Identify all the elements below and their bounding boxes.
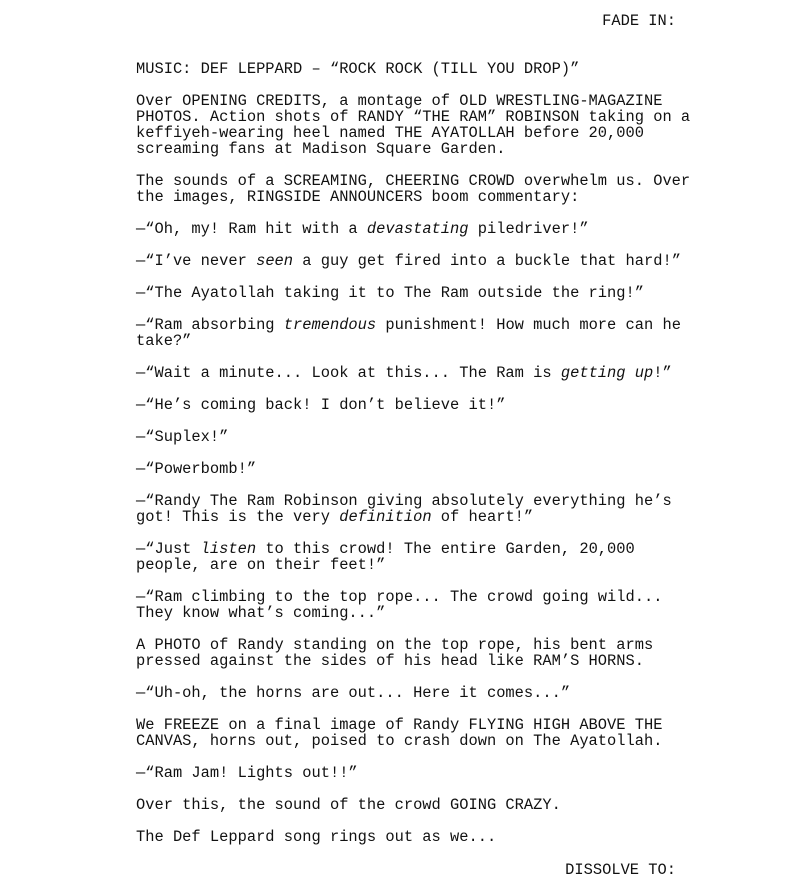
- commentary-line: —“Randy The Ram Robinson giving absolutely everything he’s got! This is the very definition of heart!”: [136, 492, 681, 526]
- commentary-line: —“Suplex!”: [136, 428, 229, 446]
- commentary-line: —“I’ve never seen a guy get fired into a buckle that hard!”: [136, 252, 681, 270]
- commentary-line: —“He’s coming back! I don’t believe it!”: [136, 396, 506, 414]
- dissolve-to-transition: DISSOLVE TO:: [565, 861, 676, 879]
- emphasis: getting up: [560, 364, 654, 382]
- fade-in-transition: FADE IN:: [602, 12, 676, 30]
- commentary-line: —“Oh, my! Ram hit with a devastating piledriver!”: [136, 220, 589, 238]
- commentary-line: —“Ram absorbing tremendous punishment! How much more can he take?”: [136, 316, 691, 350]
- emphasis: seen: [256, 252, 294, 270]
- commentary-line: —“Powerbomb!”: [136, 460, 257, 478]
- action-freeze-frame: We FREEZE on a final image of Randy FLYING HIGH ABOVE THE CANVAS, horns out, poised to crash down on The Ayatollah.: [136, 716, 672, 750]
- emphasis: definition: [339, 508, 432, 526]
- commentary-line: —“Just listen to this crowd! The entire Garden, 20,000 people, are on their feet!”: [136, 540, 644, 574]
- commentary-line: —“Ram climbing to the top rope... The crowd going wild... They know what’s coming...”: [136, 588, 672, 622]
- action-opening-credits: Over OPENING CREDITS, a montage of OLD WRESTLING-MAGAZINE PHOTOS. Action shots of RANDY “THE RAM” ROBINSON taking on a keffiyeh-wearing heel named THE AYATOLLAH before 20,000 screaming fans at Madison Square Garden.: [136, 92, 700, 158]
- commentary-line: —“The Ayatollah taking it to The Ram outside the ring!”: [136, 284, 644, 302]
- action-song: The Def Leppard song rings out as we...: [136, 828, 497, 846]
- emphasis: devastating: [366, 220, 469, 238]
- commentary-line: —“Uh-oh, the horns are out... Here it comes...”: [136, 684, 571, 702]
- music-cue: MUSIC: DEF LEPPARD – “ROCK ROCK (TILL YOU DROP)”: [136, 60, 580, 78]
- emphasis: listen: [200, 540, 257, 558]
- action-crowd-sounds: The sounds of a SCREAMING, CHEERING CROWD overwhelm us. Over the images, RINGSIDE ANNOUNCERS boom commentary:: [136, 172, 700, 206]
- emphasis: tremendous: [283, 316, 377, 334]
- commentary-line: —“Wait a minute... Look at this... The Ram is getting up!”: [136, 364, 672, 382]
- screenplay-body: [136, 61, 706, 845]
- action-top-rope-photo: A PHOTO of Randy standing on the top rope, his bent arms pressed against the sides of his head like RAM’S HORNS.: [136, 636, 663, 670]
- action-crowd-crazy: Over this, the sound of the crowd GOING CRAZY.: [136, 796, 561, 814]
- commentary-line: —“Ram Jam! Lights out!!”: [136, 764, 358, 782]
